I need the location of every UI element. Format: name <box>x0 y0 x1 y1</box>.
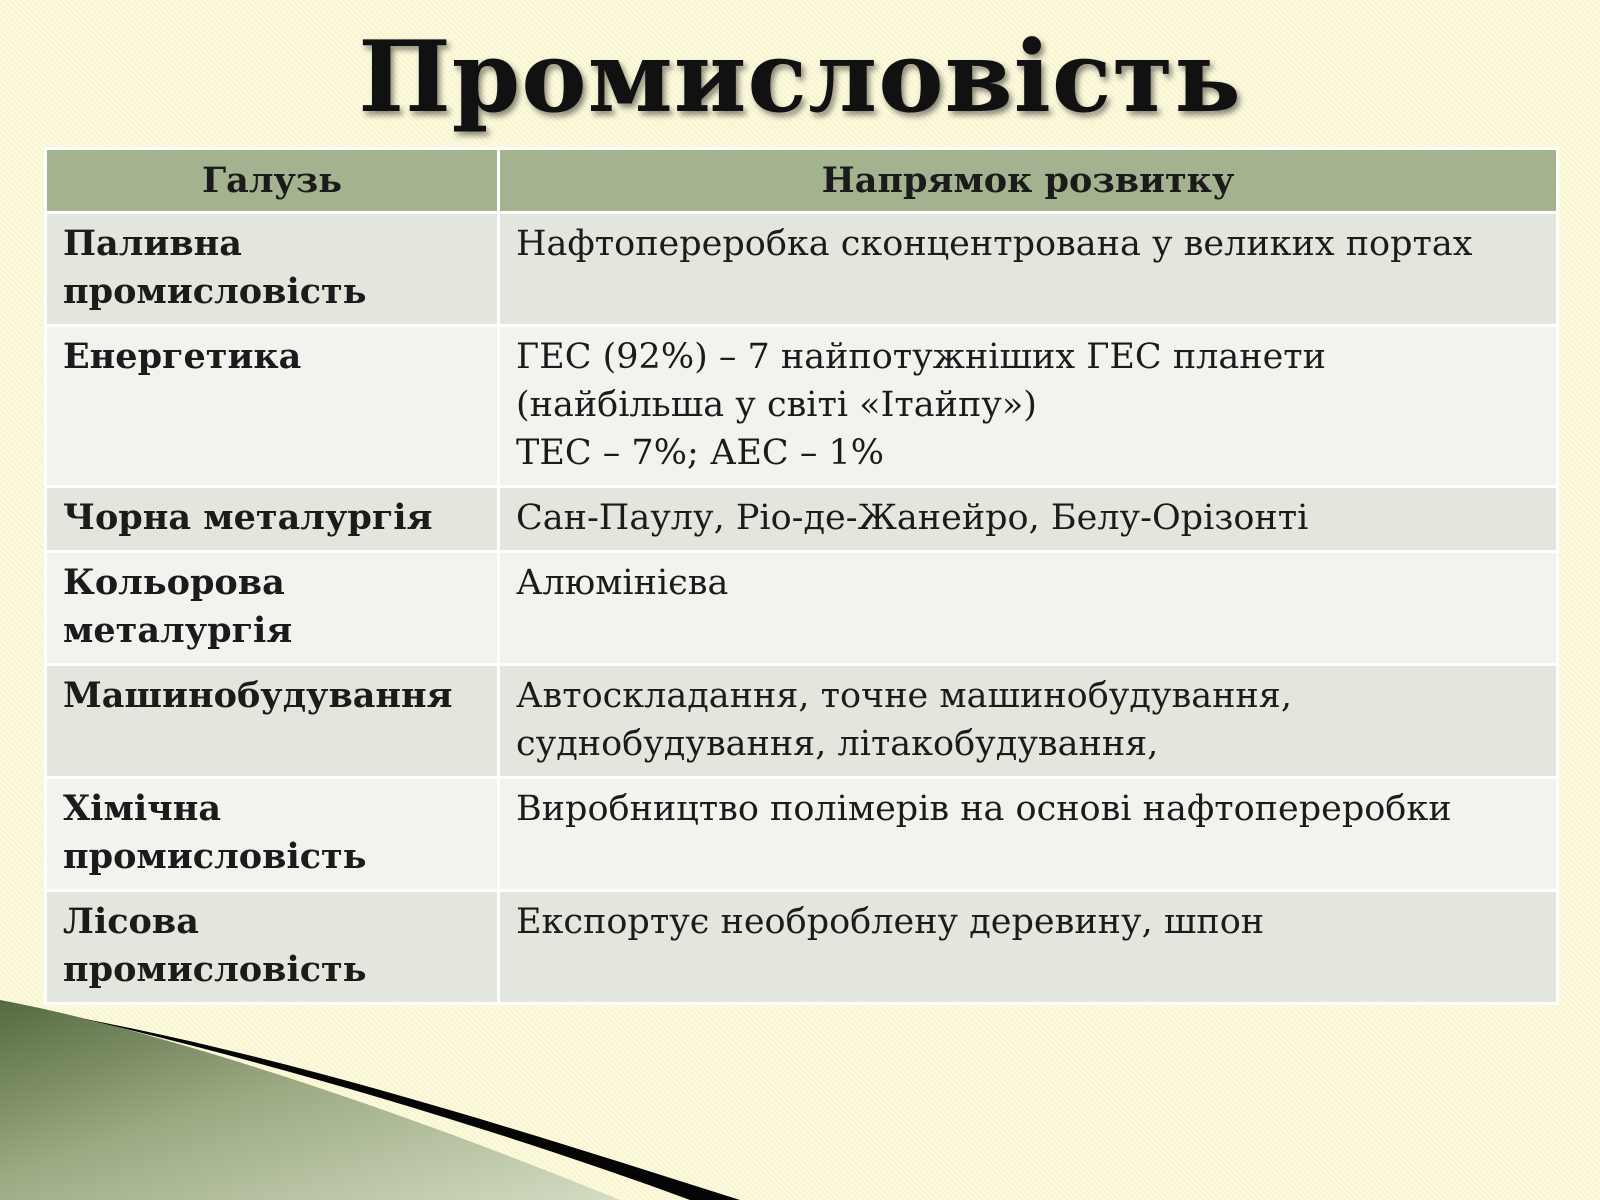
direction-cell <box>499 552 1558 665</box>
branch-cell: Хімічна промисловість <box>46 778 499 891</box>
table-header-row <box>46 149 1558 213</box>
direction-text: ГЕС (92%) – 7 найпотужніших ГЕС планети (найбільша у світі «Ітайпу») <box>516 337 1326 425</box>
corner-decoration <box>0 1000 760 1200</box>
table-row <box>46 326 1558 487</box>
branch-cell: Енергетика <box>46 326 499 487</box>
direction-text: Виробництво полімерів на основі нафтопереробки <box>516 789 1452 829</box>
direction-cell <box>499 891 1558 1004</box>
direction-cell <box>499 665 1558 778</box>
direction-cell <box>499 487 1558 552</box>
table-row <box>46 665 1558 778</box>
table-row <box>46 891 1558 1004</box>
table-row <box>46 487 1558 552</box>
table-row <box>46 552 1558 665</box>
slide-title: Промисловість <box>358 20 1242 135</box>
direction-cell <box>499 213 1558 326</box>
direction-text: Алюмінієва <box>516 563 729 603</box>
branch-cell: Чорна металургія <box>46 487 499 552</box>
direction-cell <box>499 778 1558 891</box>
direction-cell <box>499 326 1558 487</box>
branch-cell: Лісова промисловість <box>46 891 499 1004</box>
branch-cell: Машинобудування <box>46 665 499 778</box>
direction-text: Сан-Паулу, Ріо-де-Жанейро, Белу-Орізонті <box>516 498 1309 538</box>
direction-text: Експортує необроблену деревину, шпон <box>516 902 1265 942</box>
branch-cell: Кольорова металургія <box>46 552 499 665</box>
direction-text: Автоскладання, точне машинобудування, суднобудування, літакобудування, <box>516 676 1292 764</box>
table-row <box>46 213 1558 326</box>
direction-text: Нафтопереробка сконцентрована у великих портах <box>516 224 1473 264</box>
direction-text: ТЕС – 7%; АЕС – 1% <box>516 433 884 473</box>
branch-cell: Паливна промисловість <box>46 213 499 326</box>
column-header-branch: Галузь <box>46 149 499 213</box>
table-row <box>46 778 1558 891</box>
green-swoosh <box>0 1000 620 1200</box>
column-header-direction: Напрямок розвитку <box>499 149 1558 213</box>
industry-table <box>44 147 1559 1005</box>
